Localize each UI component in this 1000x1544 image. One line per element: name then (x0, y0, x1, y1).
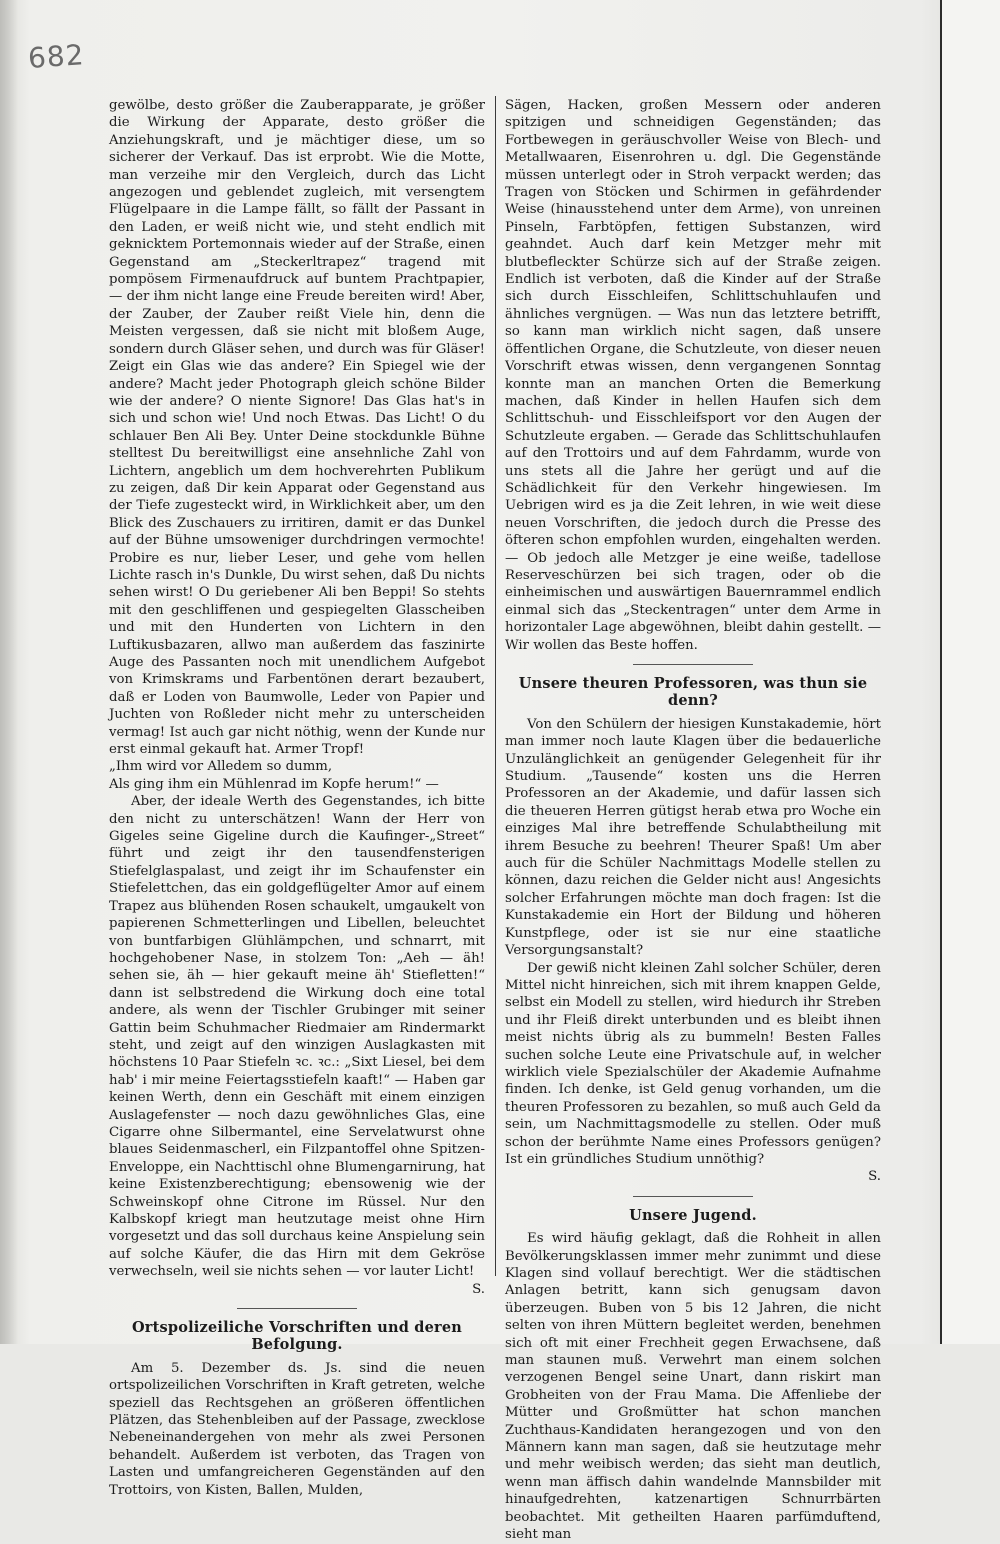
article-paragraph: Es wird häufig geklagt, daß die Rohheit in allen Bevölkerungsklassen immer mehr zunimmt und diese Klagen sind vollauf berechtigt. Wer die städtischen Anlagen betritt, kann sich genugsam davon überzeugen. Buben von 5 bis 12 Jahren, die nicht selten von ihren Müttern begleitet werden, benehmen sich oft mit einer Frechheit gegen Erwachsene, daß man staunen muß. Verwehrt man einem solchen verzogenen Bengel seine Unart, dann riskirt man Grobheiten von der Frau Mama. Die Affenliebe der Mütter und Großmütter hat schon manchen Zuchthaus-Kandidaten herangezogen und von den Männern kann man sagen, daß sie heutzutage mehr und mehr weibisch werden; das sieht man deutlich, wenn man äffisch dahin wandelnde Mannsbilder mit hinaufgedrehten, katzenartigen Schnurrbärten beobachtet. Mit getheilten Haaren parfümduftend, sieht man (505, 1231, 881, 1543)
article-paragraph: Sägen, Hacken, großen Messern oder anderen spitzigen und schneidigen Gegenständen; das Fortbewegen in geräuschvoller Weise von Blech- und Metallwaaren, Eisenrohren u. dgl. Die Gegenstände müssen unterlegt oder in Stroh verpackt werden; das Tragen von Stöcken und Schirmen in gefährdender Weise (hinausstehend unter dem Arme), von unreinen Pinseln, Farbtöpfen, fettigen Substanzen, wird geahndet. Auch darf kein Metzger mehr mit blutbefleckter Schürze sich auf der Straße zeigen. Endlich ist verboten, daß die Kinder auf der Straße sich durch Eisschleifen, Schlittschuhlaufen und ähnliches vergnügen. — Was nun das letztere betrifft, so kann man wirklich nicht sagen, daß unsere öffentlichen Organe, die Schutzleute, von dieser neuen Vorschrift etwas wissen, denn vergangenen Sonntag konnte man an manchen Orten die Bemerkung machen, daß Kinder in hellen Haufen sich dem Schlittschuh- und Eisschleifsport vor den Augen der Schutzleute ergaben. — Gerade das Schlittschuhlaufen auf den Trottoirs und auf dem Fahrdamm, wurde von uns stets all die Jahre her gerügt und auf die Schädlichkeit für den Verkehr hingewiesen. Im Uebrigen wird es ja die Zeit lehren, in wie weit diese neuen Vorschriften, die jedoch durch die Presse des öfteren schon empfohlen wurden, eingehalten werden. — Ob jedoch alle Metzger je eine weiße, tadellose Reserveschürzen bei sich tragen, oder ob die einheimischen und auswärtigen Bauernrammel endlich einmal sich das „Steckentragen“ unter dem Arme in horizontaler Lage abgewöhnen, bleibt dahin gestellt. — Wir wollen das Beste hoffen. (505, 98, 881, 653)
article-paragraph: Von den Schülern der hiesigen Kunstakademie, hört man immer noch laute Klagen über die bedauerliche Unzulänglichkeit an genügender Gelegenheit für ihr Studium. „Tausende“ kosten uns die Herren Professoren an der Akademie, und dafür lassen sich die theueren Herren gütigst herab etwa pro Woche ein einziges Mal ihre betreffende Schulabtheilung mit ihrem Besuche zu beehren! Theurer Spaß! Um aber auch für die Schüler Nachmittags Modelle stellen zu können, dazu reichen die Gelder nicht aus! Angesichts solcher Erfahrungen möchte man doch fragen: Ist die Kunstakademie ein Hort der Bildung und höheren Kunstpflege, oder ist sie nur eine staatliche Versorgungsanstalt? (505, 716, 881, 959)
article-signature: S. (868, 1169, 881, 1185)
article-title: Unsere theuren Professoren, was thun sie denn? (518, 675, 868, 710)
article-paragraph: Der gewiß nicht kleinen Zahl solcher Schüler, deren Mittel nicht hinreichen, sich mit ihrem knappen Gelde, selbst ein Modell zu stellen, wird hiedurch ihr Streben und ihr Fleiß direkt unterbunden und es bleibt ihnen meist nichts übrig als zu bummeln! Besten Falles suchen solche Leute eine Privatschule auf, in welcher wirklich viele Spezialschüler der Akademie Aufnahme finden. Ich denke, ist Geld genug vorhanden, um die theuren Professoren zu bezahlen, so muß auch Geld da sein, um Nachmittagsmodelle zu stellen. Oder muß schon der berühmte Name eines Professors genügen? Ist ein gründliches Studium unnöthig? (505, 960, 881, 1167)
verse-line: Als ging ihm ein Mühlenrad im Kopfe herum!“ — (109, 776, 439, 792)
article-paragraph: Aber, der ideale Werth des Gegenstandes, ich bitte den nicht zu unterschätzen! Wann der Herr von Gigeles seine Gigeline durch die Kaufinger-„Street“ führt und zeigt ihr den tausendfensterigen Stiefelglaspalast, und zeigt ihr im Schaufenster ein Stiefelettchen, das ein goldgeflügelter Amor auf einem Trapez aus blühenden Rosen schaukelt, umgaukelt von papierenen Schmetterlingen und Libellen, beleuchtet von buntfarbigen Glühlämpchen, und schnarrt, mit hochgehobener Nase, in stolzem Ton: „Aeh — äh! sehen sie, äh — hier gekauft meine äh' Stiefletten!“ dann ist selbstredend die Wirkung doch eine total andere, als wenn der Tischler Grubinger mit seiner Gattin beim Schuhmacher Riedmaier am Rindermarkt steht, und zeigt auf den winzigen Auslagkasten mit höchstens 10 Paar Stiefeln ꝛc. ꝛc.: „Sixt Liesel, bei dem hab' i mir meine Feiertagsstiefeln kaaft!“ — Haben gar keinen Werth, denn ein Geschäft mit einem einzigen Auslagefenster — noch dazu gewöhnliches Glas, eine Cigarre ohne Silbermantel, eine Servelatwurst ohne blaues Seidenmascherl, ein Filzpantoffel ohne Spitzen-Enveloppe, ein Nachttischl ohne Blumengarnirung, hat keine Existenzberechtigung; ebensowenig wie der Schweinskopf ohne Citrone im Rüssel. Nur den Kalbskopf kriegt man heutzutage meist ohne Hirn vorgesetzt und das soll durchaus keine Anspielung sein auf solche Käufer, die das Hirn mit dem Gekröse verwechseln, weil sie nichts sehen — vor lauter Licht! (109, 794, 485, 1280)
article-separator (633, 1196, 753, 1197)
column-divider (495, 96, 496, 1276)
next-page-edge (940, 0, 1000, 1344)
article-signature: S. (472, 1281, 485, 1297)
article-paragraph: gewölbe, desto größer die Zauberapparate, je größer die Wirkung der Apparate, desto größer die Anziehungskraft, und je mächtiger diese, um so sicherer der Verkauf. Das ist erprobt. Wie die Motte, man verzeihe mir den Vergleich, durch das Licht angezogen und geblendet zugleich, mit versengtem Flügelpaare in die Lampe fällt, so fällt der Passant in den Laden, er weiß nicht wie, und steht endlich mit geknicktem Portemonnais wieder auf der Straße, einen Gegenstand am „Steckerltrapez“ tragend mit pompösem Firmenaufdruck auf buntem Prachtpapier, — der ihm nicht lange eine Freude bereiten wird! Aber, der Zauber, der Zauber reißt Viele hin, denn die Meisten vergessen, daß sie nicht mit bloßem Auge, sondern durch Gläser sehen, und durch was für Gläser! Zeigt ein Glas wie das andere? Ein Spiegel wie der andere? Macht jeder Photograph gleich schöne Bilder wie der andere? O niente Signore! Das Glas hat's in sich und schon wie! Und noch Etwas. Das Licht! O du schlauer Ben Ali Bey. Unter Deine stockdunkle Bühne stelltest Du bereitwilligst eine ansehnliche Zahl von Lichtern, angeblich um dem hochverehrten Publikum zu zeigen, daß Dir kein Apparat oder Gegenstand aus der Tiefe zugesteckt wird, in Wirklichkeit aber, um den Blick des Zuschauers zu irritiren, damit er das Dunkel auf der Bühne umsoweniger durchdringen vermochte! Probire es nur, lieber Leser, und gehe vom hellen Lichte rasch in's Dunkle, Du wirst sehen, daß Du nichts sehen wirst! O Du geriebener Ali ben Beppi! So stehts mit den geschliffenen und gespiegelten Glasscheiben und mit den Hunderten von Lichtern in den Luftikusbazaren, allwo man außerdem das faszinirte Auge des Passanten noch mit unendlichem Aufgebot von Krimskrams und Farbentönen derart bezaubert, daß er Loden von Baumwolle, Leder von Papier und Juchten von Roßleder nicht mehr zu unterscheiden vermag! Ist auch gar nicht nöthig, wenn der Kunde nur erst einmal gekauft hat. Armer Tropf! (109, 98, 485, 758)
verse-line: „Ihm wird vor Alledem so dumm, (109, 759, 333, 775)
right-column (505, 97, 881, 1544)
article-title: Unsere Jugend. (629, 1206, 757, 1224)
binding-shadow (0, 0, 18, 1344)
article-title: Ortspolizeiliche Vorschriften und deren Befolgung. (131, 1319, 463, 1354)
article-separator (237, 1308, 357, 1309)
article-separator (633, 664, 753, 665)
page-number: 682 (26, 38, 86, 75)
article-paragraph: Am 5. Dezember ds. Js. sind die neuen ortspolizeilichen Vorschriften in Kraft getreten, welche speziell das Rechtsgehen an größeren öffentlichen Plätzen, das Stehenbleiben auf der Passage, zwecklose Nebeneinandergehen von mehr als zwei Personen behandelt. Außerdem ist verboten, das Tragen von Lasten und umfangreicheren Gegenständen auf den Trottoirs, von Kisten, Ballen, Mulden, (109, 1360, 485, 1498)
left-column (109, 97, 485, 1499)
